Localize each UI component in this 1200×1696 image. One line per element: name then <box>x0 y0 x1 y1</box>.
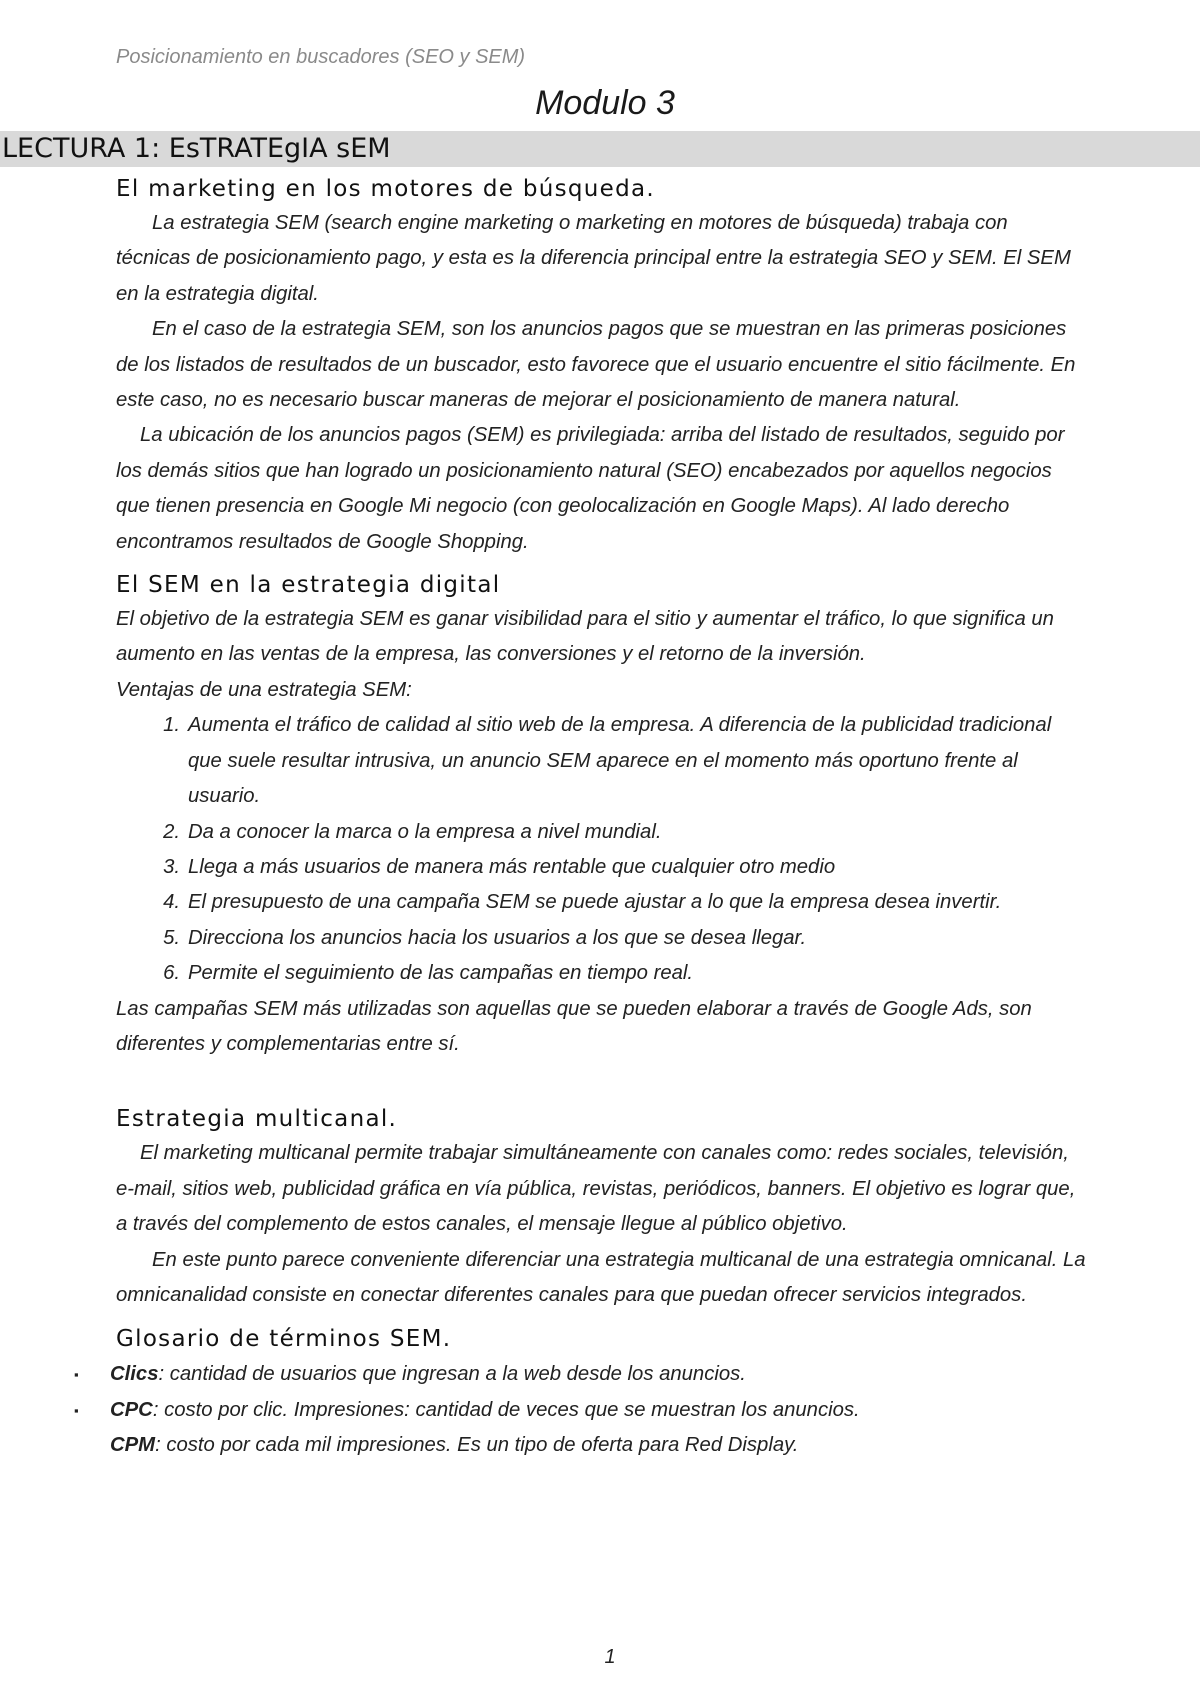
list-number: 1. <box>163 714 180 737</box>
list-item-text: Da a conocer la marca o la empresa a nivel mundial. <box>188 820 662 843</box>
list-item-text: Direcciona los anuncios hacia los usuarios a los que se desea llegar. <box>188 926 807 949</box>
list-number: 5. <box>163 926 180 949</box>
page-header: Posicionamiento en buscadores (SEO y SEM) <box>116 46 526 68</box>
list-intro: Ventajas de una estrategia SEM: <box>116 678 412 701</box>
advantages-list <box>116 708 1086 991</box>
paragraph: En el caso de la estrategia SEM, son los anuncios pagos que se muestran en las primeras posiciones de los listados de resultados de un buscador, esto favorece que el usuario encuentre el sitio fácilmente. En este caso, no es necesario buscar maneras de mejorar el posicionamiento de manera natural. <box>116 318 1076 412</box>
list-item <box>163 921 1086 956</box>
paragraph: La ubicación de los anuncios pagos (SEM) es privilegiada: arriba del listado de resultados, seguido por los demás sitios que han logrado un posicionamiento natural (SEO) encabezados por aquellos negocios que tienen presencia en Google Mi negocio (con geolocalización en Google Maps). Al lado derecho encontramos resultados de Google Shopping. <box>116 424 1065 553</box>
lecture-title-banner: LECTURA 1: EsTRATEgIA sEM <box>0 131 1200 167</box>
list-number: 2. <box>163 820 180 843</box>
square-bullet-icon: ▪ <box>74 1402 79 1418</box>
list-item <box>163 956 1086 991</box>
glossary-list <box>74 1357 1080 1463</box>
section-heading-multicanal: Estrategia multicanal. <box>116 1106 398 1133</box>
list-item-text: El presupuesto de una campaña SEM se puede ajustar a lo que la empresa desea invertir. <box>188 891 1002 914</box>
glossary-definition: : costo por cada mil impresiones. Es un tipo de oferta para Red Display. <box>155 1434 799 1457</box>
glossary-definition: : costo por clic. Impresiones: cantidad de veces que se muestran los anuncios. <box>152 1398 860 1421</box>
module-title: Modulo 3 <box>535 84 675 122</box>
list-item <box>163 850 1086 885</box>
list-item <box>163 815 1086 850</box>
list-item <box>163 708 1086 814</box>
list-number: 6. <box>163 962 180 985</box>
list-item-text: Aumenta el tráfico de calidad al sitio web de la empresa. A diferencia de la publicidad tradicional que suele resultar intrusiva, un anuncio SEM aparece en el momento más oportuno frente al usuario. <box>188 714 1052 808</box>
section-heading-marketing-motores: El marketing en los motores de búsqueda. <box>116 176 656 202</box>
list-number: 3. <box>163 855 180 878</box>
section-heading-glosario: Glosario de términos SEM. <box>116 1326 452 1353</box>
list-item-text: Llega a más usuarios de manera más rentable que cualquier otro medio <box>188 855 836 878</box>
glossary-term: CPM <box>110 1434 156 1457</box>
paragraph: La estrategia SEM (search engine marketing o marketing en motores de búsqueda) trabaja con técnicas de posicionamiento pago, y esta es la diferencia principal entre la estrategia SEO y SEM. El SEM en la estrategia digital. <box>116 212 1071 305</box>
glossary-item <box>74 1357 1080 1392</box>
list-item <box>163 885 1086 920</box>
section-heading-sem-estrategia: El SEM en la estrategia digital <box>116 572 501 599</box>
square-bullet-icon: ▪ <box>74 1367 79 1383</box>
glossary-item <box>74 1393 1080 1428</box>
paragraph: Las campañas SEM más utilizadas son aquellas que se pueden elaborar a través de Google Ads, son diferentes y complementarias entre sí. <box>116 997 1032 1055</box>
document-body <box>74 172 1086 1464</box>
glossary-term: CPC <box>110 1398 153 1421</box>
page-number: 1 <box>604 1646 616 1668</box>
paragraph: El objetivo de la estrategia SEM es ganar visibilidad para el sitio y aumentar el tráfico, lo que significa un aumento en las ventas de la empresa, las conversiones y el retorno de la inversión. <box>116 608 1054 666</box>
glossary-definition: : cantidad de usuarios que ingresan a la web desde los anuncios. <box>158 1363 746 1386</box>
glossary-term: Clics <box>110 1363 159 1386</box>
list-item-text: Permite el seguimiento de las campañas en tiempo real. <box>188 962 694 985</box>
list-number: 4. <box>163 891 180 914</box>
glossary-item <box>110 1428 1080 1463</box>
paragraph: En este punto parece conveniente diferenciar una estrategia multicanal de una estrategia omnicanal. La omnicanalidad consiste en conectar diferentes canales para que puedan ofrecer servicios integrados. <box>116 1248 1086 1306</box>
paragraph: El marketing multicanal permite trabajar simultáneamente con canales como: redes sociales, televisión, e-mail, sitios web, publicidad gráfica en vía pública, revistas, periódicos, banners. El objetivo es lograr que, a través del complemento de estos canales, el mensaje llegue al público objetivo. <box>116 1142 1076 1236</box>
